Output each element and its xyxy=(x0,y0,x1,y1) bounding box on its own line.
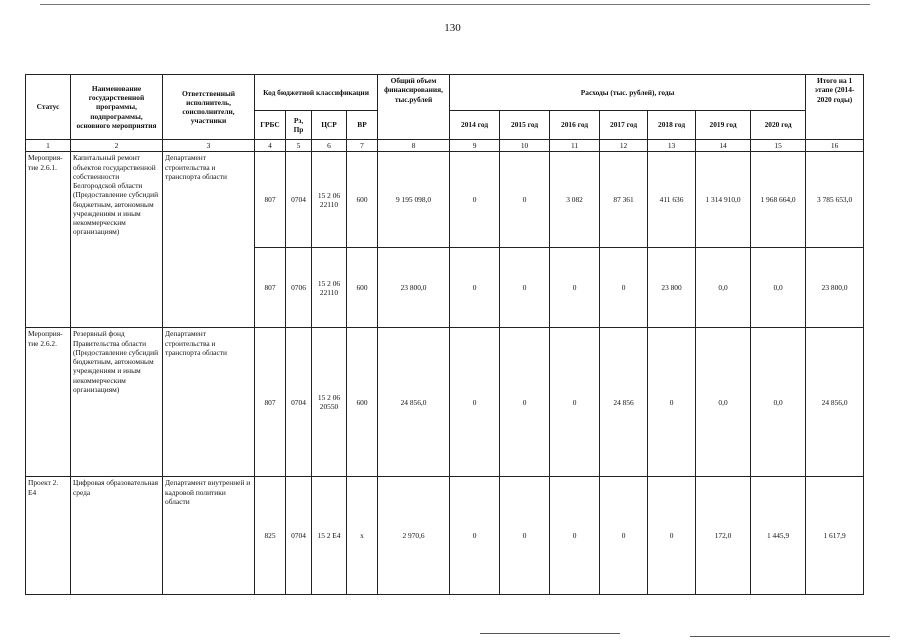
header-expenses: Расходы (тыс. рублей), годы xyxy=(450,75,806,111)
cell-2019: 172,0 xyxy=(696,477,751,595)
cell-2014: 0 xyxy=(450,477,500,595)
cell-grbs: 807 xyxy=(255,328,286,477)
header-grbs: ГРБС xyxy=(255,111,286,140)
cell-2015: 0 xyxy=(500,248,550,328)
column-number: 13 xyxy=(648,140,696,152)
cell-2017: 24 856 xyxy=(600,328,648,477)
cell-2018: 0 xyxy=(648,477,696,595)
cell-grbs: 807 xyxy=(255,248,286,328)
cell-2018: 23 800 xyxy=(648,248,696,328)
cell-csr: 15 2 06 20550 xyxy=(312,328,347,477)
cell-csr: 15 2 06 22110 xyxy=(312,152,347,248)
column-number: 2 xyxy=(71,140,163,152)
cell-grbs: 807 xyxy=(255,152,286,248)
cell-csr: 15 2 Е4 xyxy=(312,477,347,595)
cell-2014: 0 xyxy=(450,248,500,328)
header-year: 2014 год xyxy=(450,111,500,140)
column-number: 5 xyxy=(286,140,312,152)
cell-2015: 0 xyxy=(500,477,550,595)
cell-2015: 0 xyxy=(500,152,550,248)
row-responsible: Департамент строительства и транспорта области xyxy=(163,152,255,328)
cell-total: 24 856,0 xyxy=(378,328,450,477)
cell-stage-total: 24 856,0 xyxy=(806,328,864,477)
cell-rzpr: 0706 xyxy=(286,248,312,328)
cell-rzpr: 0704 xyxy=(286,152,312,248)
header-total-funding: Общий объем финансирования, тыс.рублей xyxy=(378,75,450,140)
top-rule xyxy=(40,4,870,5)
column-number: 3 xyxy=(163,140,255,152)
column-number: 4 xyxy=(255,140,286,152)
header-rz-pr: Рз, Пр xyxy=(286,111,312,140)
header-csr: ЦСР xyxy=(312,111,347,140)
row-status: Мероприя-тие 2.6.1. xyxy=(26,152,71,328)
cell-2016: 3 082 xyxy=(550,152,600,248)
column-number: 10 xyxy=(500,140,550,152)
cell-2016: 0 xyxy=(550,248,600,328)
cell-2018: 0 xyxy=(648,328,696,477)
cell-stage-total: 23 800,0 xyxy=(806,248,864,328)
cell-vr: 600 xyxy=(347,248,378,328)
header-responsible: Ответственный исполнитель, соисполнители, участники xyxy=(163,75,255,140)
cell-grbs: 825 xyxy=(255,477,286,595)
bottom-rule xyxy=(690,636,890,637)
column-number: 15 xyxy=(751,140,806,152)
cell-total: 9 195 098,0 xyxy=(378,152,450,248)
column-number: 12 xyxy=(600,140,648,152)
column-number: 6 xyxy=(312,140,347,152)
cell-2020: 1 445,9 xyxy=(751,477,806,595)
bottom-rule xyxy=(480,633,620,634)
cell-vr: 600 xyxy=(347,328,378,477)
cell-2015: 0 xyxy=(500,328,550,477)
cell-stage-total: 3 785 653,0 xyxy=(806,152,864,248)
cell-2014: 0 xyxy=(450,328,500,477)
header-year: 2020 год xyxy=(751,111,806,140)
header-year: 2017 год xyxy=(600,111,648,140)
header-year: 2019 год xyxy=(696,111,751,140)
header-budget-code: Код бюджетной классификации xyxy=(255,75,378,111)
cell-2019: 0,0 xyxy=(696,248,751,328)
column-number: 16 xyxy=(806,140,864,152)
row-name: Цифровая образовательная среда xyxy=(71,477,163,595)
page-number: 130 xyxy=(444,22,461,34)
header-year: 2016 год xyxy=(550,111,600,140)
column-number: 14 xyxy=(696,140,751,152)
column-number: 8 xyxy=(378,140,450,152)
cell-2017: 87 361 xyxy=(600,152,648,248)
header-name: Наименование государственной программы, подпрограммы, основного мероприятия xyxy=(71,75,163,140)
row-responsible: Департамент внутренней и кадровой политики области xyxy=(163,477,255,595)
table-row xyxy=(26,477,864,595)
column-number: 11 xyxy=(550,140,600,152)
budget-table xyxy=(25,74,864,595)
row-name: Капитальный ремонт объектов государственной собственности Белгородской области (Предоставление субсидий бюджетным, автономным учреждениям и иным некоммерческим организациям) xyxy=(71,152,163,328)
header-status: Статус xyxy=(26,75,71,140)
cell-total: 2 970,6 xyxy=(378,477,450,595)
cell-2019: 1 314 910,0 xyxy=(696,152,751,248)
row-responsible: Департамент строительства и транспорта области xyxy=(163,328,255,477)
cell-stage-total: 1 617,9 xyxy=(806,477,864,595)
row-status: Проект 2. Е4 xyxy=(26,477,71,595)
cell-rzpr: 0704 xyxy=(286,328,312,477)
cell-2017: 0 xyxy=(600,248,648,328)
header-year: 2015 год xyxy=(500,111,550,140)
row-status: Мероприя-тие 2.6.2. xyxy=(26,328,71,477)
header-stage-total: Итого на 1 этапе (2014-2020 годы) xyxy=(806,75,864,140)
column-number: 1 xyxy=(26,140,71,152)
cell-vr: 600 xyxy=(347,152,378,248)
column-number: 9 xyxy=(450,140,500,152)
cell-2019: 0,0 xyxy=(696,328,751,477)
cell-rzpr: 0704 xyxy=(286,477,312,595)
header-vr: ВР xyxy=(347,111,378,140)
cell-total: 23 800,0 xyxy=(378,248,450,328)
cell-2016: 0 xyxy=(550,477,600,595)
cell-2016: 0 xyxy=(550,328,600,477)
cell-2020: 0,0 xyxy=(751,248,806,328)
cell-2018: 411 636 xyxy=(648,152,696,248)
table-row xyxy=(26,152,864,248)
cell-2017: 0 xyxy=(600,477,648,595)
header-year: 2018 год xyxy=(648,111,696,140)
cell-2020: 0,0 xyxy=(751,328,806,477)
cell-csr: 15 2 06 22110 xyxy=(312,248,347,328)
table-row xyxy=(26,328,864,477)
cell-2014: 0 xyxy=(450,152,500,248)
column-number: 7 xyxy=(347,140,378,152)
cell-vr: х xyxy=(347,477,378,595)
cell-2020: 1 968 664,0 xyxy=(751,152,806,248)
row-name: Резервный фонд Правительства области (Предоставление субсидий бюджетным, автономным учреждениям и иным некоммерческим организациям) xyxy=(71,328,163,477)
